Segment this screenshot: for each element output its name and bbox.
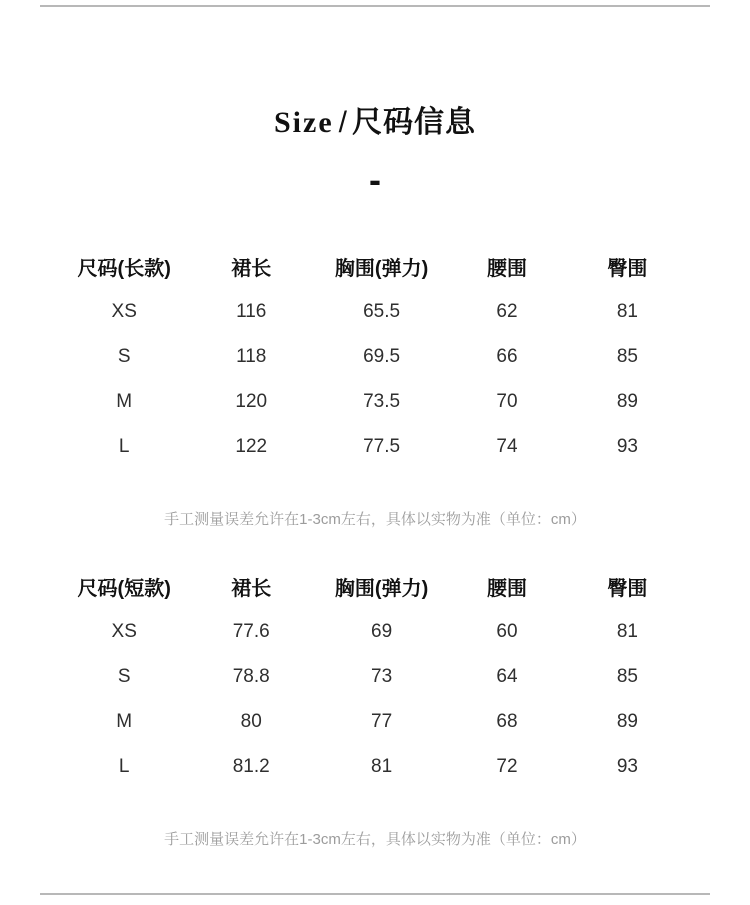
table-data-row [45, 424, 705, 469]
waist-value: 72 [496, 755, 518, 777]
table-data-row [45, 699, 705, 744]
bust-value: 73 [371, 665, 393, 687]
bust-value: 69.5 [363, 345, 401, 367]
bust-value: 65.5 [363, 300, 401, 322]
skirt-length-value: 116 [236, 300, 267, 322]
size-label: S [117, 665, 131, 687]
title-dash: - [369, 159, 381, 200]
skirt-length-value: 118 [236, 345, 267, 367]
hip-value: 85 [616, 665, 638, 687]
section-divider-bottom [40, 893, 710, 895]
bust-value: 69 [371, 620, 393, 642]
header-size-column: 尺码(长款) [77, 258, 171, 280]
size-label: L [118, 755, 130, 777]
title-chinese: 尺码信息 [352, 106, 476, 139]
table-header-row [45, 244, 705, 289]
waist-value: 60 [496, 620, 518, 642]
section-title [0, 105, 750, 141]
hip-value: 93 [616, 435, 638, 457]
header-size-column: 尺码(短款) [77, 578, 171, 600]
size-label: S [117, 345, 131, 367]
waist-value: 66 [496, 345, 518, 367]
size-label: M [116, 710, 133, 732]
table-data-row [45, 609, 705, 654]
hip-value: 81 [616, 300, 638, 322]
size-label: M [116, 390, 133, 412]
bust-value: 81 [371, 755, 393, 777]
header-bust: 胸围(弹力) [334, 578, 429, 600]
hip-value: 89 [616, 390, 638, 412]
skirt-length-value: 78.8 [232, 665, 270, 687]
header-waist: 腰围 [486, 258, 527, 280]
table-data-row [45, 334, 705, 379]
hip-value: 81 [616, 620, 638, 642]
hip-value: 85 [616, 345, 638, 367]
header-waist: 腰围 [486, 578, 527, 600]
section-divider-top [40, 5, 710, 7]
measurement-note: 手工测量误差允许在1-3cm左右，具体以实物为准（单位：cm） [164, 831, 586, 848]
header-hip: 臀围 [607, 578, 648, 600]
skirt-length-value: 81.2 [232, 755, 270, 777]
header-skirt-length: 裙长 [231, 578, 272, 600]
skirt-length-value: 120 [235, 390, 268, 412]
waist-value: 68 [496, 710, 518, 732]
header-skirt-length: 裙长 [231, 258, 272, 280]
waist-value: 74 [496, 435, 518, 457]
header-bust: 胸围(弹力) [334, 258, 429, 280]
bust-value: 77 [371, 710, 393, 732]
size-info-section [0, 5, 750, 895]
title-english: Size [274, 106, 334, 139]
size-label: L [118, 435, 130, 457]
waist-value: 70 [496, 390, 518, 412]
table-data-row [45, 289, 705, 334]
header-hip: 臀围 [607, 258, 648, 280]
title-slash: / [338, 106, 347, 139]
table-data-row [45, 379, 705, 424]
size-table-long-version [45, 244, 705, 469]
table-data-row [45, 744, 705, 789]
waist-value: 62 [496, 300, 518, 322]
bust-value: 77.5 [363, 435, 401, 457]
hip-value: 93 [616, 755, 638, 777]
size-label: XS [111, 300, 137, 322]
skirt-length-value: 122 [235, 435, 268, 457]
size-table-short-version [45, 564, 705, 789]
skirt-length-value: 80 [240, 710, 262, 732]
measurement-note: 手工测量误差允许在1-3cm左右，具体以实物为准（单位：cm） [164, 511, 586, 528]
skirt-length-value: 77.6 [232, 620, 270, 642]
bust-value: 73.5 [363, 390, 401, 412]
table-header-row [45, 564, 705, 609]
size-label: XS [111, 620, 137, 642]
table-data-row [45, 654, 705, 699]
hip-value: 89 [616, 710, 638, 732]
waist-value: 64 [496, 665, 518, 687]
